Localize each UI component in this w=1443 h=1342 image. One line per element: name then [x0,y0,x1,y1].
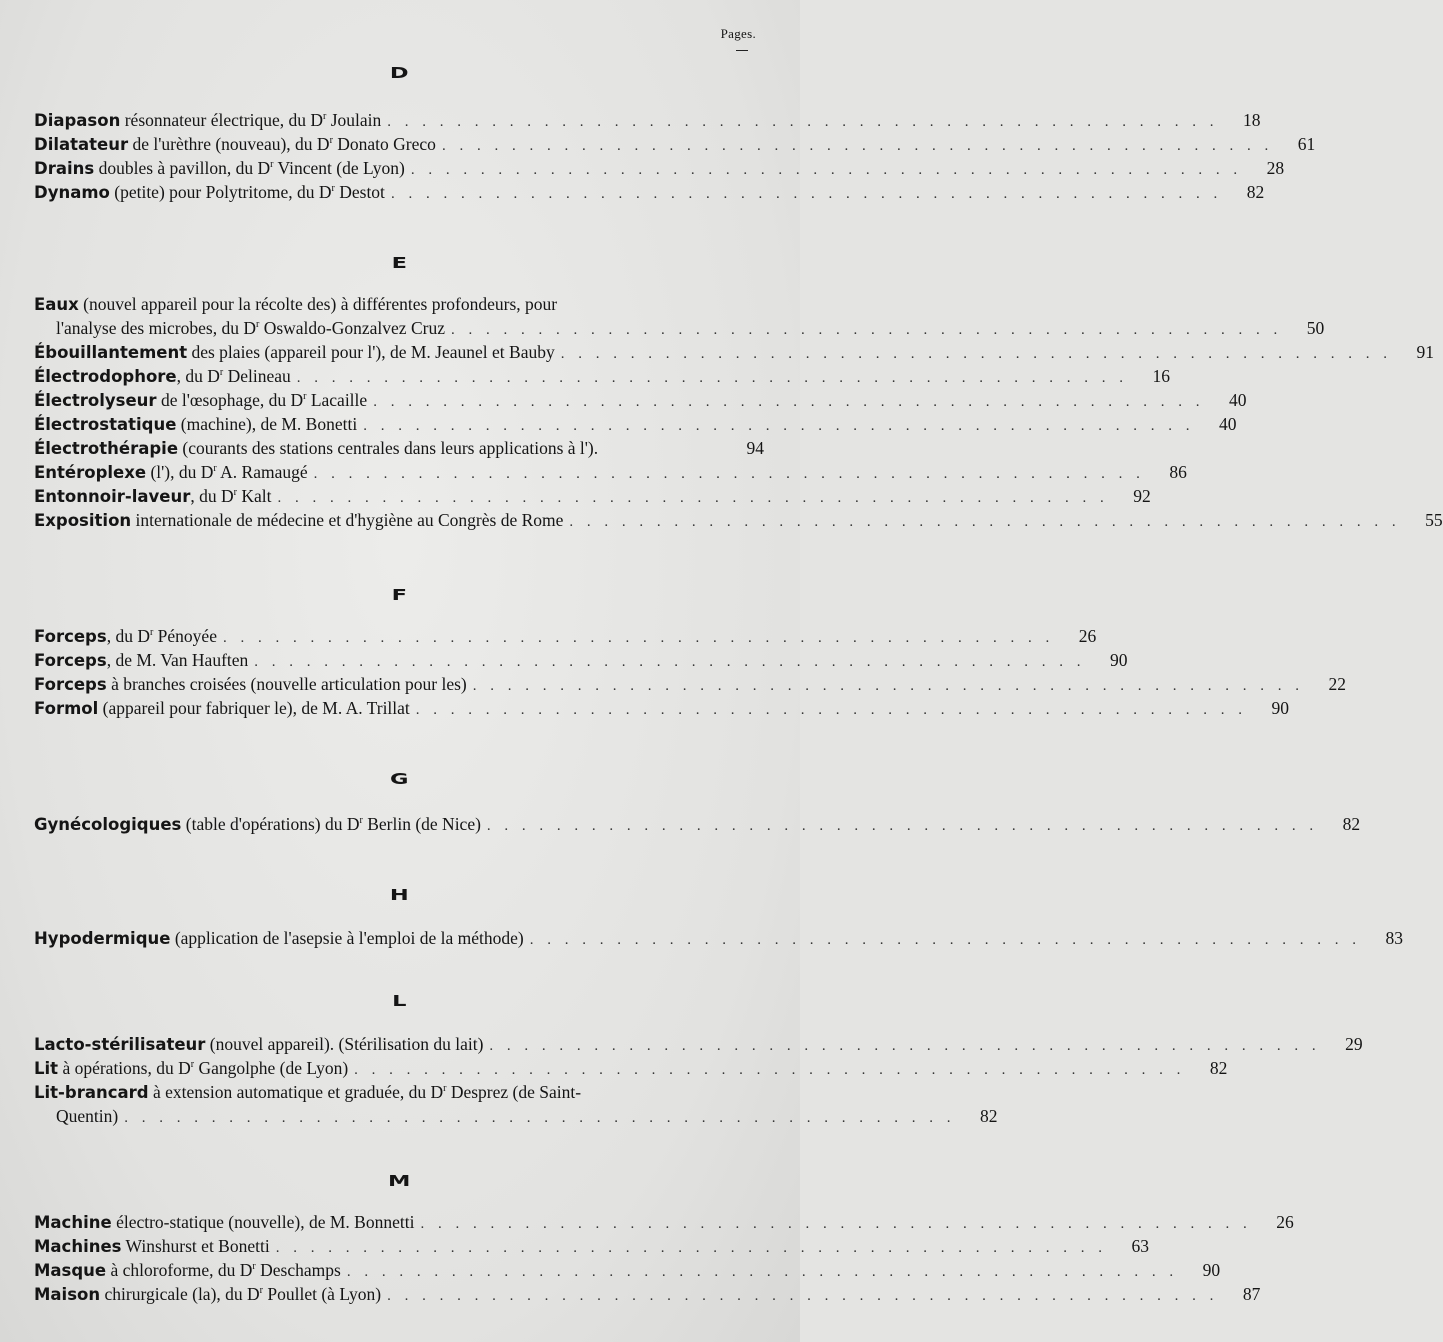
entry-description: (table d'opérations) du $D^r$ Berlin (de Nice) [181,814,481,834]
index-entry [34,672,1347,696]
entry-line [34,292,764,316]
page-number: 29 [1345,1034,1363,1054]
page-number: 82 [979,1106,998,1126]
entry-text [34,1080,764,1105]
superscript-r: r [270,159,274,170]
entry-continuation-line [34,316,1325,340]
entry-line [34,1234,1149,1258]
page-number: 22 [1328,674,1347,694]
superscript-r: r [322,111,327,122]
superscript-r: r [219,367,224,378]
entry-line [34,108,1261,132]
entry-term: Électrothérapie [34,439,179,458]
entry-text [34,624,217,649]
entry-line [34,364,1171,388]
entry-text [34,180,385,205]
index-entry [34,648,1128,672]
entry-text [34,648,248,673]
dot-leader: . . . . . . . . . . . . . . . . . . . . . . . . . . . . . . . . . . . . . . . . . . . . . . . . [275,1240,1107,1256]
entry-description: (application de l'asepsie à l'emploi de la méthode) [170,928,524,948]
entry-text [34,1282,381,1307]
entry-line [34,624,1097,648]
entry-line [34,180,1265,204]
dot-leader: . . . . . . . . . . . . . . . . . . . . . . . . . . . . . . . . . . . . . . . . . . . . . . . . [387,114,1219,130]
entry-line [34,156,1285,180]
entry-text [34,1234,270,1259]
entry-term: Diapason [34,111,121,130]
index-entry [34,108,1261,132]
dot-leader: . . . . . . . . . . . . . . . . . . . . . . . . . . . . . . . . . . . . . . . . . . . . . . . . [569,514,1401,530]
dot-leader: . . . . . . . . . . . . . . . . . . . . . . . . . . . . . . . . . . . . . . . . . . . . . . . . [277,490,1109,506]
index-entry [34,812,1361,836]
index-entry [34,508,1443,532]
index-entry [34,364,1171,388]
page-number: 90 [1271,698,1290,718]
entry-line [34,812,1361,836]
entry-description: des plaies (appareil pour l'), de M. Jeaunel et Bauby [187,342,555,362]
page-number: 63 [1131,1236,1149,1256]
entry-term: Machine [34,1213,112,1232]
entry-term: Maison [34,1285,101,1304]
entry-term: Formol [34,699,99,718]
page-number: 82 [1342,814,1361,834]
entry-term: Électrostatique [34,415,177,434]
entry-term: Lacto-stérilisateur [34,1035,206,1054]
entry-text [34,364,291,389]
superscript-r: r [190,1059,195,1070]
entry-description: (appareil pour fabriquer le), de M. A. Trillat [98,698,410,718]
index-entry [34,1032,1363,1056]
entry-continuation-text: Quentin) [56,1106,119,1126]
dot-leader: . . . . . . . . . . . . . . . . . . . . . . . . . . . . . . . . . . . . . . . . . . . . . . . . [346,1264,1179,1280]
superscript-r: r [359,815,363,826]
page-number: 61 [1297,134,1316,154]
entry-description: doubles à pavillon, du $D^r$ Vincent (de Lyon) [94,158,405,178]
entry-description: à branches croisées (nouvelle articulation pour les) [106,674,467,694]
section-letter: H [389,886,411,904]
entry-description: , du $D^r$ Delineau [176,366,291,386]
dot-leader: . . . . . . . . . . . . . . . . . . . . . . . . . . . . . . . . . . . . . . . . . . . . . . . . [529,932,1361,948]
page-number: 94 [746,438,764,458]
dot-leader: . . . . . . . . . . . . . . . . . . . . . . . . . . . . . . . . . . . . . . . . . . . . . . . . [410,162,1243,178]
entry-text [34,812,481,837]
dot-leader: . . . . . . . . . . . . . . . . . . . . . . . . . . . . . . . . . . . . . . . . . . . . . . . . [254,654,1086,670]
entry-continuation-line [34,1104,998,1128]
entry-term: Hypodermique [34,929,171,948]
page-number: 50 [1306,318,1325,338]
entry-text [34,108,381,133]
page-number: 40 [1218,414,1237,434]
dot-leader: . . . . . . . . . . . . . . . . . . . . . . . . . . . . . . . . . . . . . . . . . . . . . . . . [363,418,1195,434]
entry-line [34,648,1128,672]
index-entry [34,460,1187,484]
entry-description: chirurgicale (la), du $D^r$ Poullet (à Lyon) [100,1284,382,1304]
dot-leader: . . . . . . . . . . . . . . . . . . . . . . . . . . . . . . . . . . . . . . . . . . . . . . . . [390,186,1223,202]
entry-description: à extension automatique et graduée, du $D^r$ Desprez (de Saint- [148,1082,582,1102]
entry-term: Électrodophore [34,367,177,386]
entry-line [34,388,1247,412]
superscript-r: r [233,487,237,498]
entry-term: Eaux [34,295,79,314]
entry-description: , du $D^r$ Kalt [190,486,272,506]
entry-term: Ébouillantement [34,343,188,362]
index-entry [34,1282,1261,1306]
superscript-r: r [252,1261,256,1272]
index-entry [34,1258,1221,1282]
index-entry [34,1080,998,1128]
index-entry [34,156,1285,180]
entry-description: Winshurst et Bonetti [121,1236,270,1256]
entry-text [34,1258,341,1283]
page-number: 90 [1110,650,1128,670]
entry-text [34,292,764,317]
entry-description: de l'œsophage, du $D^r$ Lacaille [156,390,368,410]
page-number: 83 [1385,928,1403,948]
entry-term: Entonnoir-laveur [34,487,191,506]
entry-line [34,132,1316,156]
dot-leader: . . . . . . . . . . . . . . . . . . . . . . . . . . . . . . . . . . . . . . . . . . . . . . . . [441,138,1274,154]
dot-leader: . . . . . . . . . . . . . . . . . . . . . . . . . . . . . . . . . . . . . . . . . . . . . . . . [450,322,1283,338]
dot-leader: . . . . . . . . . . . . . . . . . . . . . . . . . . . . . . . . . . . . . . . . . . . . . . . . [420,1216,1252,1232]
entry-text [34,508,563,533]
index-entry [34,1056,1228,1080]
entry-text [34,460,308,485]
entry-description: électro-statique (nouvelle), de M. Bonnetti [111,1212,415,1232]
entry-continuation-text: l'analyse des microbes, du $D^r$ Oswaldo-Gonzalvez Cruz [56,318,445,338]
section-letter: F [391,586,409,604]
entry-term: Machines [34,1237,122,1256]
entry-line [34,1032,1363,1056]
index-entry [34,1210,1294,1234]
dot-leader: . . . . . . . . . . . . . . . . . . . . . . . . . . . . . . . . . . . . . . . . . . . . . . . . [354,1062,1186,1078]
dot-leader: . . . . . . . . . . . . . . . . . . . . . . . . . . . . . . . . . . . . . . . . . . . . . . . . [472,678,1305,694]
entry-text [34,672,467,697]
page-number: 92 [1133,486,1151,506]
index-entry [34,484,1151,508]
entry-description: (petite) pour Polytritome, du $D^r$ Destot [109,182,385,202]
index-entry [34,412,1237,436]
entry-description: (nouvel appareil). (Stérilisation du lait) [205,1034,484,1054]
dot-leader: . . . . . . . . . . . . . . . . . . . . . . . . . . . . . . . . . . . . . . . . . . . . . . . . [222,630,1055,646]
page-number: 16 [1152,366,1171,386]
section-letter: D [389,64,411,82]
entry-line [34,340,1434,364]
entry-description: , du $D^r$ Pénoyée [106,626,217,646]
entry-description: (l'), du $D^r$ A. Ramaugé [146,462,308,482]
entry-description: à chloroforme, du $D^r$ Deschamps [106,1260,341,1280]
superscript-r: r [259,1285,264,1296]
page-number: 86 [1169,462,1187,482]
entry-line [34,484,1151,508]
superscript-r: r [255,319,260,330]
dot-leader: . . . . . . . . . . . . . . . . . . . . . . . . . . . . . . . . . . . . . . . . . . . . . . . . [560,346,1392,362]
page-number: 82 [1246,182,1265,202]
entry-text [34,388,367,413]
entry-text [34,926,524,951]
entry-description: de l'urèthre (nouveau), du $D^r$ Donato Greco [128,134,436,154]
index-entry [34,388,1247,412]
entry-term: Dynamo [34,183,110,202]
entry-description: résonnateur électrique, du $D^r$ Joulain [120,110,382,130]
superscript-r: r [443,1083,447,1094]
page-number: 82 [1209,1058,1228,1078]
entry-term: Dilatateur [34,135,129,154]
page-number: 91 [1416,342,1434,362]
dot-leader: . . . . . . . . . . . . . . . . . . . . . . . . . . . . . . . . . . . . . . . . . . . . . . . . [296,370,1129,386]
page-number: 28 [1266,158,1285,178]
entry-description: (nouvel appareil pour la récolte des) à différentes profondeurs, pour [78,294,558,314]
entry-line [34,926,1403,950]
index-entry [34,436,764,460]
entry-term: Forceps [34,675,107,694]
page-number: 87 [1242,1284,1261,1304]
dot-leader: . . . . . . . . . . . . . . . . . . . . . . . . . . . . . . . . . . . . . . . . . . . . . . . . [486,818,1319,834]
entry-line [34,1056,1228,1080]
entry-description: à opérations, du $D^r$ Gangolphe (de Lyon) [58,1058,349,1078]
superscript-r: r [149,627,154,638]
index-entry [34,696,1290,720]
entry-term: Lit-brancard [34,1083,149,1102]
entry-description: (courants des stations centrales dans leurs applications à l'). [178,438,599,458]
entry-term: Lit [34,1059,59,1078]
dot-leader: . . . . . . . . . . . . . . . . . . . . . . . . . . . . . . . . . . . . . . . . . . . . . . . . [387,1288,1219,1304]
page-number: 40 [1228,390,1247,410]
index-entry [34,132,1316,156]
superscript-r: r [213,463,217,474]
entry-line [34,1210,1294,1234]
entry-description: (machine), de M. Bonetti [176,414,358,434]
entry-text [34,696,410,721]
entry-term: Entéroplexe [34,463,147,482]
entry-text [34,1032,483,1057]
page-number: 26 [1078,626,1097,646]
dot-leader: . . . . . . . . . . . . . . . . . . . . . . . . . . . . . . . . . . . . . . . . . . . . . . . . [415,702,1248,718]
dot-leader: . . . . . . . . . . . . . . . . . . . . . . . . . . . . . . . . . . . . . . . . . . . . . . . . [124,1110,956,1126]
entry-text [34,340,555,365]
page-number: 55 [1425,510,1443,530]
entry-term: Drains [34,159,95,178]
entry-text [34,412,357,437]
entry-line [34,1282,1261,1306]
superscript-r: r [329,135,333,146]
entry-text [34,436,728,461]
index-entry [34,624,1097,648]
entry-line [34,1258,1221,1282]
section-letter: E [391,254,409,272]
entry-line [34,672,1347,696]
entry-term: Électrolyseur [34,391,157,410]
page-number: 26 [1276,1212,1294,1232]
index-entry [34,926,1403,950]
dot-leader: . . . . . . . . . . . . . . . . . . . . . . . . . . . . . . . . . . . . . . . . . . . . . . . . [373,394,1205,410]
entry-line [34,696,1290,720]
entry-description: internationale de médecine et d'hygiène au Congrès de Rome [131,510,564,530]
entry-term: Exposition [34,511,132,530]
entry-text [34,132,436,157]
pages-dash-divider [736,50,748,51]
entry-description: , de M. Van Hauften [106,650,249,670]
entry-line [34,460,1187,484]
dot-leader: . . . . . . . . . . . . . . . . . . . . . . . . . . . . . . . . . . . . . . . . . . . . . . . . [489,1038,1321,1054]
entry-line [34,412,1237,436]
entry-line [34,436,764,460]
pages-column-label: Pages. [720,26,756,41]
superscript-r: r [303,391,307,402]
entry-text [34,1210,414,1235]
entry-term: Forceps [34,651,107,670]
page-number: 18 [1243,110,1261,130]
index-entry [34,180,1265,204]
entry-line [34,508,1443,532]
entry-line [34,1080,764,1104]
section-letter: G [390,770,410,788]
section-letter: M [388,1172,412,1190]
section-letter: L [392,992,408,1010]
entry-text [34,1056,348,1081]
index-entry [34,292,1325,340]
entry-text [34,156,405,181]
index-entry [34,1234,1149,1258]
superscript-r: r [331,183,335,194]
entry-term: Gynécologiques [34,815,182,834]
page-number: 90 [1202,1260,1221,1280]
index-entry [34,340,1434,364]
entry-text [34,484,271,509]
dot-leader: . . . . . . . . . . . . . . . . . . . . . . . . . . . . . . . . . . . . . . . . . . . . . . . . [313,466,1145,482]
entry-term: Masque [34,1261,107,1280]
entry-term: Forceps [34,627,107,646]
